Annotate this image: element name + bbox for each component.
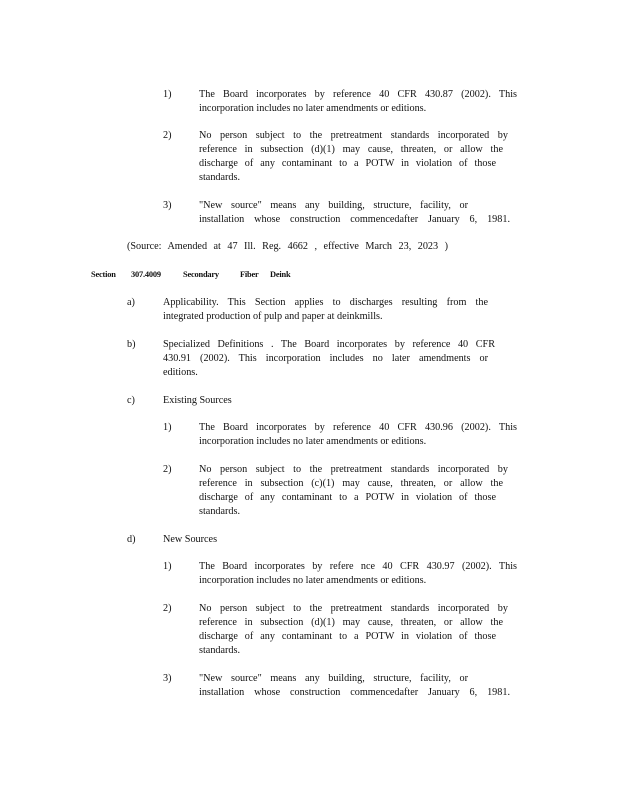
paragraph-line: reference in subsection (c)(1) may cause, threaten, or allow the [199,478,503,489]
paragraph-line: incorporation includes no later amendments or editions. [199,575,427,586]
paragraph-line: editions. [163,367,198,378]
paragraph-line: "New source" means any building, structure, facility, or [199,200,468,211]
paragraph-line: Applicability. This Section applies to discharges resulting from the [163,297,488,308]
paragraph-line: standards. [199,172,241,183]
section-number: 307.4009 [131,270,161,279]
paragraph-line: No person subject to the pretreatment standards incorporated by [199,603,508,614]
item-number: 2) [163,603,172,614]
subsection-letter: c) [127,395,135,406]
paragraph-line: Specialized Definitions . The Board incorporates by reference 40 CFR [163,339,495,350]
paragraph-line: No person subject to the pretreatment standards incorporated by [199,464,508,475]
source-note: (Source: Amended at 47 Ill. Reg. 4662 , effective March 23, 2023 ) [127,241,448,252]
section-heading [91,269,301,281]
paragraph-line: integrated production of pulp and paper at deinkmills. [163,311,383,322]
paragraph-line: reference in subsection (d)(1) may cause, threaten, or allow the [199,617,503,628]
section-title-word: Fiber [240,270,259,279]
paragraph-line: The Board incorporates by reference 40 CFR 430.96 (2002). This [199,422,517,433]
subsection-letter: a) [127,297,135,308]
subsection-heading: Existing Sources [163,395,232,406]
paragraph-line: "New source" means any building, structure, facility, or [199,673,468,684]
paragraph-line: reference in subsection (d)(1) may cause, threaten, or allow the [199,144,503,155]
paragraph-line: discharge of any contaminant to a POTW in violation of those [199,492,496,503]
item-number: 1) [163,89,172,100]
subsection-letter: b) [127,339,136,350]
paragraph-line: discharge of any contaminant to a POTW in violation of those [199,631,496,642]
item-number: 1) [163,561,172,572]
subsection-heading: New Sources [163,534,218,545]
item-number: 1) [163,422,172,433]
item-number: 2) [163,130,172,141]
paragraph-line: No person subject to the pretreatment standards incorporated by [199,130,508,141]
paragraph-line: The Board incorporates by reference 40 CFR 430.87 (2002). This [199,89,517,100]
paragraph-line: discharge of any contaminant to a POTW in violation of those [199,158,496,169]
section-title-word: Deink [270,270,291,279]
item-number: 3) [163,200,172,211]
paragraph-line: installation whose construction commencedafter January 6, 1981. [199,687,510,698]
item-number: 2) [163,464,172,475]
paragraph-line: 430.91 (2002). This incorporation includes no later amendments or [163,353,488,364]
section-label: Section [91,270,116,279]
paragraph-line: incorporation includes no later amendments or editions. [199,436,427,447]
section-title-word: Secondary [183,270,219,279]
paragraph-line: installation whose construction commencedafter January 6, 1981. [199,214,510,225]
paragraph-line: incorporation includes no later amendments or editions. [199,103,427,114]
paragraph-line: standards. [199,506,241,517]
item-number: 3) [163,673,172,684]
paragraph-line: standards. [199,645,241,656]
paragraph-line: The Board incorporates by refere nce 40 CFR 430.97 (2002). This [199,561,517,572]
subsection-letter: d) [127,534,136,545]
